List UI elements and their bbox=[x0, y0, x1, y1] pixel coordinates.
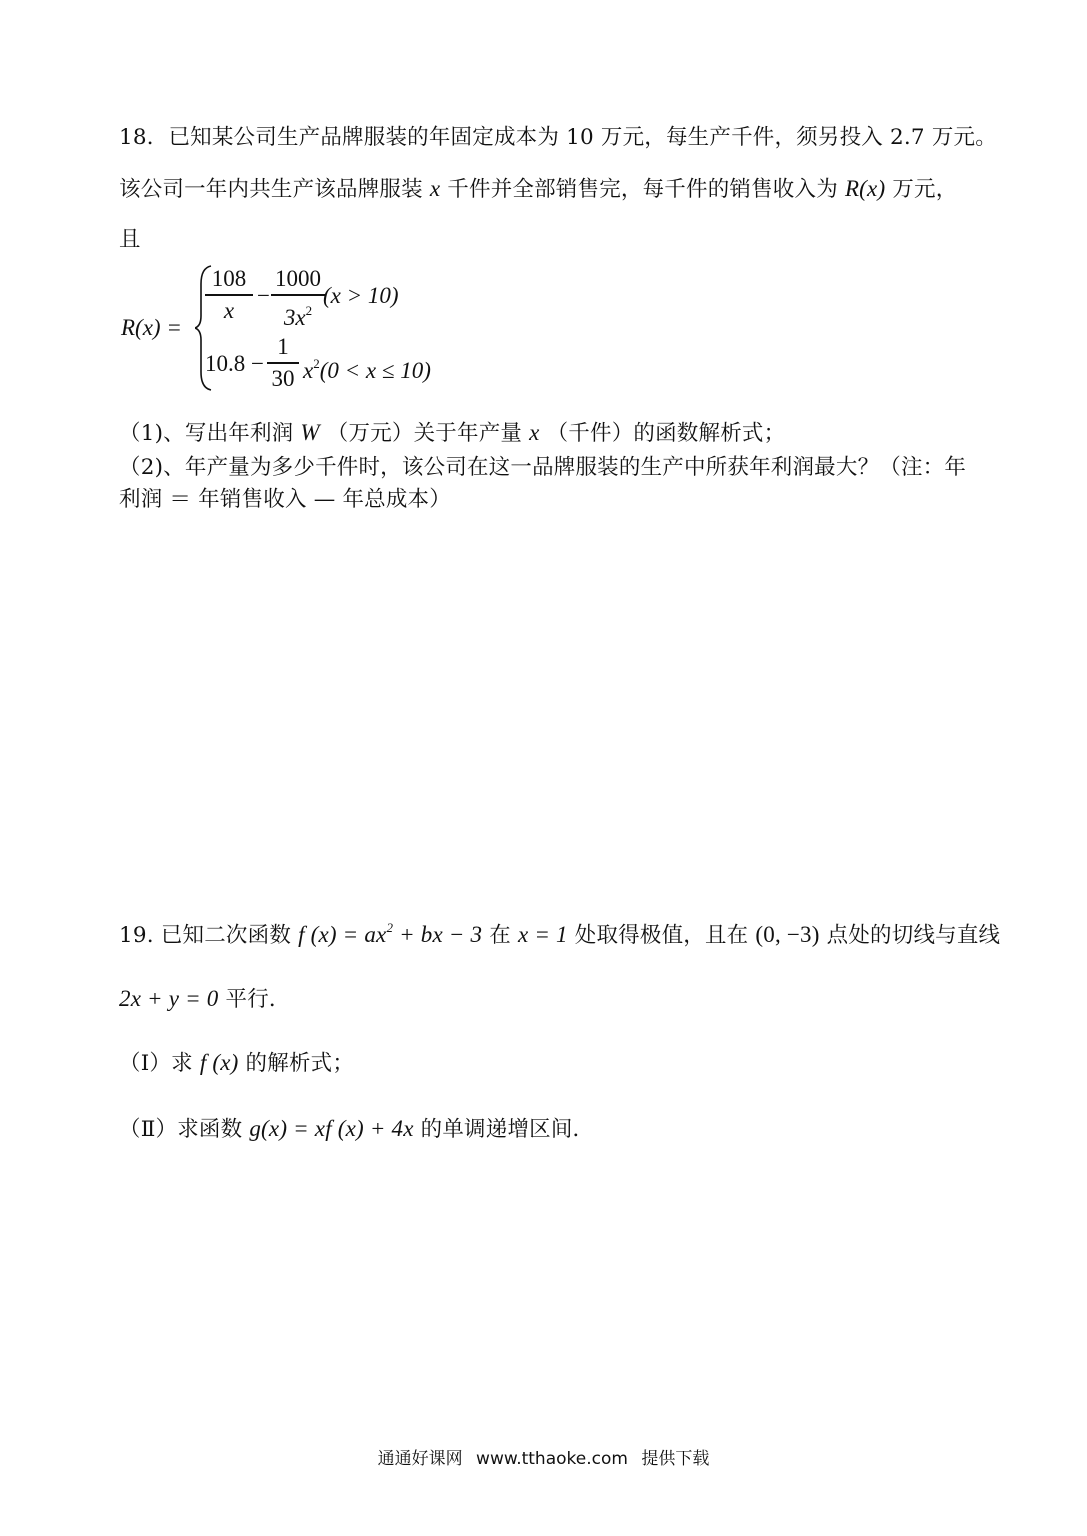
q18-var-W: W bbox=[300, 420, 320, 445]
q18-part2-line1: （2)、年产量为多少千件时，该公司在这一品牌服装的生产中所获年利润最大？（注：年 bbox=[119, 455, 967, 480]
q19-point: (0, −3) bbox=[755, 922, 820, 947]
q19-line1-text-c: 处取得极值，且在 bbox=[567, 923, 756, 948]
q18-line2 bbox=[119, 172, 957, 203]
frac-bar bbox=[271, 294, 325, 296]
piecewise-formula bbox=[119, 262, 459, 392]
q18-part1-text-b: （万元）关于年产量 bbox=[319, 421, 530, 446]
fraction-1000-over-3x2 bbox=[271, 266, 325, 331]
q18-line2-text-b: 千件并全部销售完，每千件的销售收入为 bbox=[440, 177, 845, 202]
piece2-rest: $x^2(0 < x \le 10)$ bbox=[303, 356, 431, 383]
q19-line1-text-a: 19. 已知二次函数 bbox=[119, 923, 299, 948]
q19-line2-text: 平行． bbox=[218, 987, 291, 1012]
page-footer bbox=[0, 1444, 1087, 1469]
frac-den: 30 bbox=[271, 365, 295, 391]
q19-line-eq: 2x + y = 0 bbox=[119, 986, 219, 1011]
condition-1: (x > 10) bbox=[323, 283, 399, 308]
q19-part2-gx: g(x) = xf (x) + 4x bbox=[249, 1116, 414, 1141]
frac-bar bbox=[205, 294, 253, 296]
q18-line3: 且 bbox=[119, 227, 141, 252]
fraction-108-over-x bbox=[205, 266, 253, 324]
q18-part2-line2: 利润 ＝ 年销售收入 — 年总成本） bbox=[119, 487, 451, 512]
piece2-const: 10.8 − bbox=[205, 351, 264, 376]
frac-num: 1000 bbox=[275, 266, 321, 291]
fraction-1-over-30 bbox=[267, 334, 299, 392]
formula-lhs: R(x) = bbox=[121, 315, 182, 340]
frac-bar bbox=[267, 362, 299, 364]
q19-line1-text-d: 点处的切线与直线 bbox=[819, 923, 1001, 948]
q19-part1 bbox=[119, 1046, 354, 1077]
q19-part2-text-b: 的单调递增区间． bbox=[413, 1117, 595, 1142]
q18-line2-text-c: 万元， bbox=[885, 177, 958, 202]
q18-line1: 18．已知某公司生产品牌服装的年固定成本为 10 万元，每生产千件，须另投入 2.7 万元。 bbox=[119, 125, 997, 150]
q19-line2 bbox=[119, 982, 291, 1013]
q18-part1 bbox=[119, 416, 785, 447]
q19-part2-text-a: （Ⅱ）求函数 bbox=[119, 1117, 250, 1142]
frac-num: 1 bbox=[277, 334, 289, 359]
q18-var-Rx: R(x) bbox=[844, 176, 886, 201]
frac-den: x bbox=[223, 297, 235, 323]
q18-var-x: x bbox=[429, 176, 441, 201]
minus-sign: − bbox=[257, 283, 270, 308]
q19-line1-text-b: 在 bbox=[482, 923, 519, 948]
q19-part1-text-b: 的解析式； bbox=[238, 1051, 355, 1076]
q18-line2-text-a: 该公司一年内共生产该品牌服装 bbox=[119, 177, 430, 202]
footer-suffix: 提供下载 bbox=[641, 1449, 710, 1469]
frac-den: $3x^2$ bbox=[283, 302, 313, 330]
frac-num: 108 bbox=[211, 266, 247, 291]
q19-part1-text-a: （Ⅰ）求 bbox=[119, 1051, 200, 1076]
q19-part2 bbox=[119, 1112, 594, 1143]
q19-fx: f $(x) = ax^2$ + bx − 3 bbox=[298, 920, 483, 947]
footer-site-name: 通通好课网 bbox=[377, 1449, 463, 1469]
q18-part1-text-a: （1)、写出年利润 bbox=[119, 421, 301, 446]
footer-url[interactable]: www.tthaoke.com bbox=[476, 1449, 628, 1469]
q18-var-x2: x bbox=[529, 420, 540, 445]
q19-line1 bbox=[119, 918, 1000, 949]
q19-part1-fx: f (x) bbox=[199, 1050, 239, 1075]
q19-x-eq-1: x = 1 bbox=[518, 922, 568, 947]
q18-part1-text-c: （千件）的函数解析式； bbox=[539, 421, 786, 446]
